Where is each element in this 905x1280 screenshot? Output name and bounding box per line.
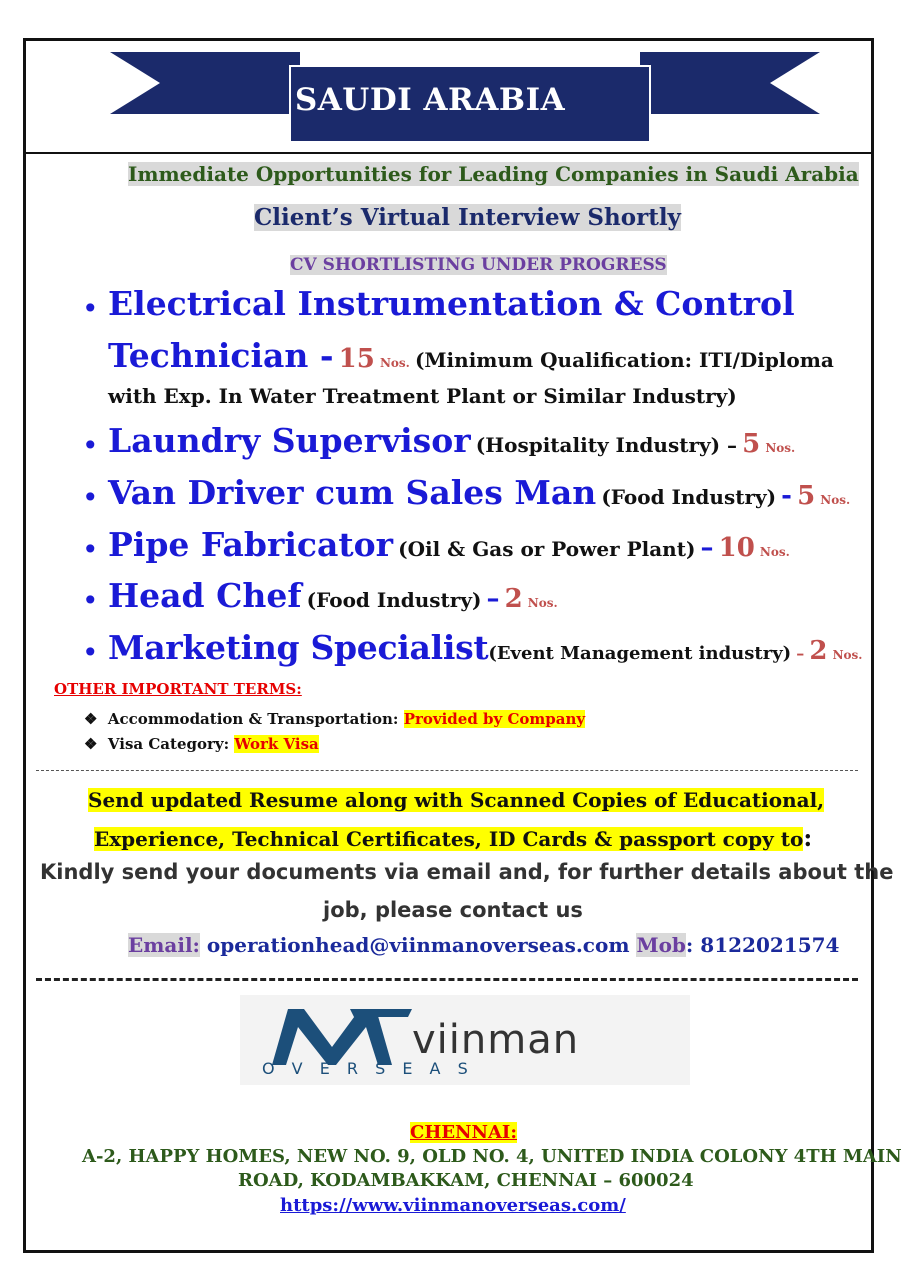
office-address: A-2, HAPPY HOMES, NEW NO. 9, OLD NO. 4, UNITED INDIA COLONY 4TH MAIN [82, 1146, 902, 1167]
bullet-icon: • [82, 533, 99, 566]
job-unit: Nos. [765, 441, 796, 455]
divider [36, 770, 858, 771]
mob-sep: : [685, 933, 694, 957]
bullet-icon: • [82, 636, 99, 669]
logo-brand: viinman [412, 1017, 580, 1063]
apply-instructions-line [94, 823, 812, 852]
term-item [84, 710, 585, 728]
interview-headline: Client’s Virtual Interview Shortly [254, 204, 681, 231]
apply-colon: : [803, 823, 813, 852]
term-value: Provided by Company [403, 710, 586, 728]
job-title: Electrical Instrumentation & Control [108, 284, 795, 323]
job-title: Laundry Supervisor [108, 421, 471, 460]
email-link[interactable]: operationhead@viinmanoverseas.com [206, 933, 630, 957]
job-separator: – [700, 533, 714, 563]
company-logo [240, 995, 690, 1085]
opportunities-headline: Immediate Opportunities for Leading Companies in Saudi Arabia [128, 162, 859, 186]
job-desc: (Minimum Qualification: ITI/Diploma [414, 348, 834, 372]
job-separator: – [796, 644, 805, 663]
job-line [108, 421, 795, 460]
term-label: Visa Category: [107, 735, 230, 753]
cv-status: CV SHORTLISTING UNDER PROGRESS [290, 255, 667, 275]
term-value: Work Visa [234, 735, 319, 753]
job-separator: – [486, 584, 500, 614]
job-separator: - [781, 481, 792, 511]
job-title: Van Driver cum Sales Man [108, 473, 597, 512]
term-label: Accommodation & Transportation: [107, 710, 399, 728]
job-desc: (Event Management industry) [488, 643, 792, 664]
contact-instruction: job, please contact us [323, 898, 583, 922]
job-desc: (Oil & Gas or Power Plant) [398, 537, 696, 561]
apply-instructions-line: Send updated Resume along with Scanned Copies of Educational, [88, 788, 825, 812]
job-count: 15 [338, 344, 375, 374]
job-count: 10 [718, 533, 755, 563]
job-title: Head Chef [108, 576, 302, 615]
job-desc: (Food Industry) [306, 588, 482, 612]
job-count: 5 [742, 429, 761, 459]
logo-sub: O V E R S E A S [262, 1059, 474, 1078]
job-unit: Nos. [759, 545, 790, 559]
job-unit: Nos. [820, 493, 851, 507]
job-count: 2 [809, 636, 828, 666]
office-city: CHENNAI: [410, 1122, 517, 1143]
diamond-bullet-icon: ❖ [84, 710, 98, 728]
bullet-icon: • [82, 292, 99, 325]
apply-text: Experience, Technical Certificates, ID Cards & passport copy to [94, 827, 804, 851]
job-unit: Nos. [379, 356, 410, 370]
job-line [108, 473, 850, 512]
contact-instruction: Kindly send your documents via email and, for further details about the [40, 860, 894, 884]
job-title: Technician - [108, 336, 334, 375]
mob-label: Mob [636, 933, 686, 957]
job-title: Marketing Specialist [108, 628, 489, 667]
term-item [84, 735, 319, 753]
job-count: 5 [797, 481, 816, 511]
country-title: SAUDI ARABIA [294, 82, 566, 118]
job-unit: Nos. [832, 648, 863, 662]
job-line [108, 336, 834, 375]
job-desc: (Food Industry) [601, 485, 777, 509]
job-line [108, 628, 862, 667]
diamond-bullet-icon: ❖ [84, 735, 98, 753]
divider [36, 978, 858, 981]
job-line [108, 525, 790, 564]
bullet-icon: • [82, 584, 99, 617]
job-line [108, 576, 558, 615]
job-desc: with Exp. In Water Treatment Plant or Similar Industry) [108, 384, 737, 408]
website-link[interactable]: https://www.viinmanoverseas.com/ [280, 1195, 626, 1216]
email-label: Email: [128, 933, 200, 957]
job-desc: (Hospitality Industry) – [475, 433, 738, 457]
bullet-icon: • [82, 429, 99, 462]
terms-heading: OTHER IMPORTANT TERMS: [54, 680, 302, 698]
office-address: ROAD, KODAMBAKKAM, CHENNAI – 600024 [238, 1170, 694, 1191]
contact-line [128, 933, 839, 957]
mobile-number[interactable]: 8122021574 [700, 933, 840, 957]
logo-mark-icon [262, 1003, 412, 1067]
bullet-icon: • [82, 481, 99, 514]
job-count: 2 [504, 584, 523, 614]
job-unit: Nos. [527, 596, 558, 610]
job-title: Pipe Fabricator [108, 525, 394, 564]
